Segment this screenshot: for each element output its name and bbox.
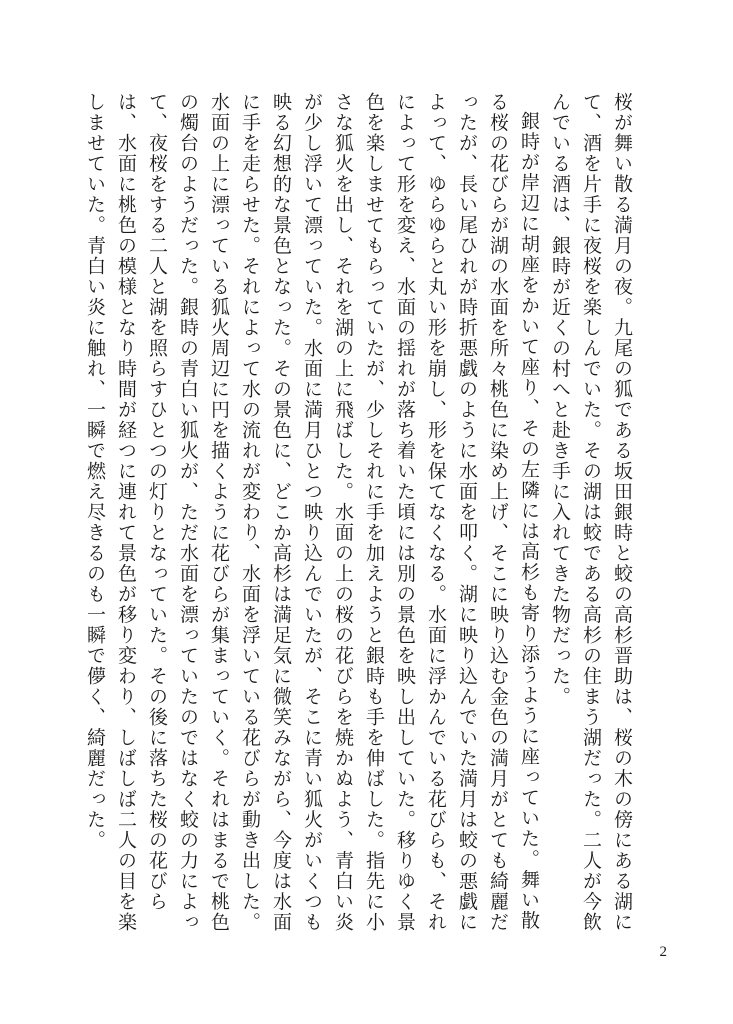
body-text (77, 92, 637, 944)
paragraph-1: 桜が舞い散る満月の夜。九尾の狐である坂田銀時と蛟の高杉晋助は、桜の木の傍にある湖にて、酒を片手に夜桜を楽しんでいた。その湖は蛟である高杉の住まう湖だった。二人が今飲んでいる酒は、銀時が近くの村へと赴き手に入れてきた物だった。 (549, 92, 633, 933)
paragraph-2: 銀時が岸辺に胡座をかいて座り、その左隣には高杉も寄り添うように座っていた。舞い散る桜の花びらが湖の水面を所々桃色に染め上げ、そこに映り込む金色の満月がとても綺麗だったが、長い尾ひれが時折悪戯のように水面を叩く。湖に映り込んでいた満月は蛟の悪戯によって、ゆらゆらと丸い形を崩し、形を保てなくなる。水面に浮かんでいる花びらも、それによって形を変え、水面の揺れが落ち着いた頃には別の景色を映し出していた。移りゆく景色を楽しませてもらっていたが、少しそれに手を加えようと銀時も手を伸ばした。指先に小さな狐火を出し、それを湖の上に飛ばした。水面の上の桜の花びらを焼かぬよう、青白い炎が少し浮いて漂っていた。水面に満月ひとつ映り込んでいたが、そこに青い狐火がいくつも映る幻想的な景色となった。その景色に、どこか高杉は満足気に微笑みながら、今度は水面に手を走らせた。それによって水の流れが変わり、水面を浮いている花びらが動き出した。水面の上に漂っている狐火周辺に円を描くように花びらが集まっていく。それはまるで桃色の燭台のようだった。銀時の青白い狐火が、ただ水面を漂っていたのではなく蛟の力によって、夜桜をする二人と湖を照らすひとつの灯りとなっていた。その後に落ちた桜の花びらは、水面に桃色の模様となり時間が経つに連れて景色が移り変わり、しばしば二人の目を楽しませていた。青白い炎に触れ、一瞬で燃え尽きるのも一瞬で儚く、綺麗だった。 (84, 92, 540, 933)
page-number: 2 (659, 944, 667, 960)
